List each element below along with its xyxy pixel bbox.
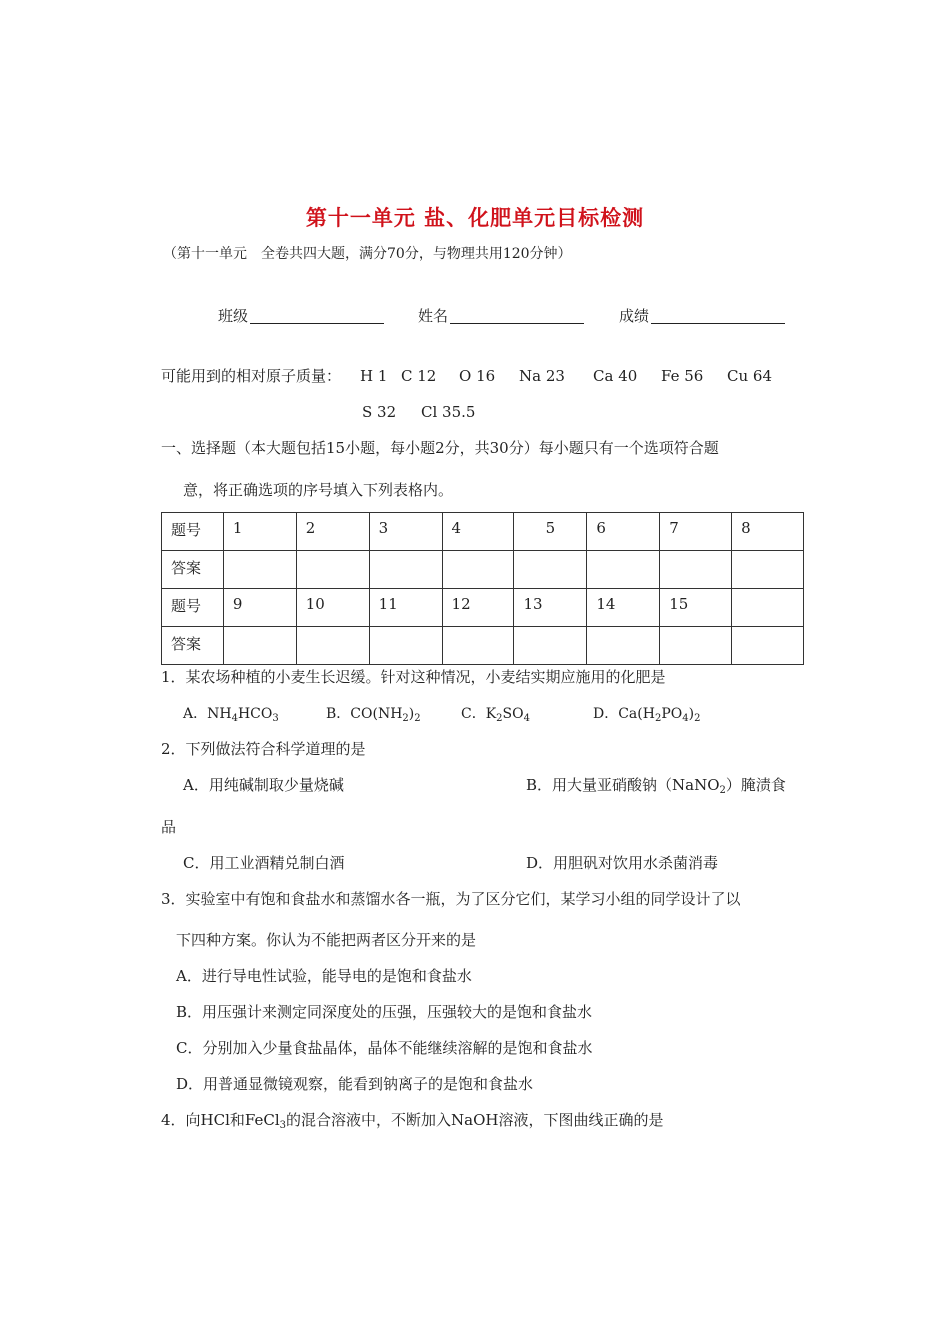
answer-cell[interactable] xyxy=(660,551,732,589)
q3-option-a[interactable]: A．进行导电性试验，能导电的是饱和食盐水 xyxy=(176,967,472,985)
q4-text2: 的混合溶液中，不断加入NaOH溶液，下图曲线正确的是 xyxy=(286,1111,664,1129)
q1-d-text: D．Ca(H xyxy=(593,706,655,722)
q1-option-c[interactable] xyxy=(461,706,530,724)
q1-b-sub: 2 xyxy=(402,713,409,724)
question-number-cell xyxy=(732,589,804,627)
q1-a-sub: 4 xyxy=(231,713,238,724)
answer-cell[interactable] xyxy=(223,627,296,665)
q1-d-sub2: 4 xyxy=(682,713,689,724)
q4-sub: 3 xyxy=(279,1120,287,1131)
q3-stem: 3．实验室中有饱和食盐水和蒸馏水各一瓶，为了区分它们，某学习小组的同学设计了以 xyxy=(161,890,741,908)
class-label: 班级 xyxy=(218,307,249,325)
mass-cu: Cu 64 xyxy=(727,367,772,385)
mass-fe: Fe 56 xyxy=(661,367,704,385)
name-field xyxy=(418,308,584,324)
q2-option-b-continued: 品 xyxy=(161,818,177,836)
mass-s: S 32 xyxy=(362,403,397,421)
q1-a-text2: HCO xyxy=(237,706,273,722)
q2-stem: 2．下列做法符合科学道理的是 xyxy=(161,740,366,758)
atomic-mass-line-1 xyxy=(161,369,341,384)
answer-label-cell: 答案 xyxy=(162,627,224,665)
mass-o: O 16 xyxy=(459,367,496,385)
question-number-cell: 8 xyxy=(732,513,804,551)
answer-cell[interactable] xyxy=(514,551,587,589)
mass-h: H 1 xyxy=(360,367,388,385)
q1-c-sub2: 4 xyxy=(523,713,530,724)
q4-text: 4．向HCl和FeCl xyxy=(161,1111,280,1129)
score-blank xyxy=(651,308,785,324)
question-number-cell: 5 xyxy=(514,513,587,551)
atomic-mass-label: 可能用到的相对原子质量： xyxy=(161,367,342,385)
answer-cell[interactable] xyxy=(732,627,804,665)
question-number-cell: 9 xyxy=(223,589,296,627)
question-number-cell: 2 xyxy=(296,513,369,551)
answer-cell[interactable] xyxy=(442,551,514,589)
q1-stem: 1．某农场种植的小麦生长迟缓。针对这种情况，小麦结实期应施用的化肥是 xyxy=(161,668,666,686)
q1-a-text: A．NH xyxy=(183,706,232,722)
q2-b-sub: 2 xyxy=(719,785,726,796)
question-number-cell: 11 xyxy=(369,589,442,627)
question-number-cell: 6 xyxy=(587,513,660,551)
name-label: 姓名 xyxy=(418,307,449,325)
question-number-cell: 4 xyxy=(442,513,514,551)
q4-stem xyxy=(161,1111,664,1131)
q1-b-sub2: 2 xyxy=(414,713,421,724)
q1-c-text: C．K xyxy=(461,706,497,722)
answer-cell[interactable] xyxy=(369,551,442,589)
q2-option-a[interactable]: A．用纯碱制取少量烧碱 xyxy=(183,776,344,794)
page-title: 第十一单元 盐、化肥单元目标检测 xyxy=(305,205,645,230)
question-number-cell: 15 xyxy=(660,589,732,627)
question-number-cell: 14 xyxy=(587,589,660,627)
q2-option-d[interactable]: D．用胆矾对饮用水杀菌消毒 xyxy=(526,854,719,872)
answer-cell[interactable] xyxy=(369,627,442,665)
mass-cl: Cl 35.5 xyxy=(421,403,476,421)
question-number-cell: 1 xyxy=(223,513,296,551)
question-number-cell: 10 xyxy=(296,589,369,627)
q1-d-sub: 2 xyxy=(654,713,662,724)
answer-table xyxy=(161,512,804,665)
row-label-cell: 题号 xyxy=(162,513,224,551)
answer-cell[interactable] xyxy=(223,551,296,589)
exam-info: （第十一单元 全卷共四大题，满分70分，与物理共用120分钟） xyxy=(163,246,572,262)
score-label: 成绩 xyxy=(619,307,650,325)
question-number-cell: 12 xyxy=(442,589,514,627)
q2-option-b[interactable] xyxy=(526,776,786,796)
mass-ca: Ca 40 xyxy=(593,367,638,385)
q1-d-sub3: 2 xyxy=(694,713,701,724)
question-number-cell: 3 xyxy=(369,513,442,551)
answer-cell[interactable] xyxy=(587,551,660,589)
mass-na: Na 23 xyxy=(519,367,565,385)
q1-b-text: B．CO(NH xyxy=(326,706,403,722)
question-number-cell: 7 xyxy=(660,513,732,551)
q2-b-text2: ）腌渍食 xyxy=(725,776,786,794)
answer-cell[interactable] xyxy=(296,551,369,589)
mass-c: C 12 xyxy=(401,367,437,385)
q3-option-b[interactable]: B．用压强计来测定同深度处的压强，压强较大的是饱和食盐水 xyxy=(176,1003,593,1021)
answer-cell[interactable] xyxy=(296,627,369,665)
q2-b-text: B．用大量亚硝酸钠（NaNO xyxy=(526,776,720,794)
q1-b-text2: ) xyxy=(408,706,415,722)
q3-option-d[interactable]: D．用普通显微镜观察，能看到钠离子的是饱和食盐水 xyxy=(176,1075,534,1093)
answer-cell[interactable] xyxy=(514,627,587,665)
q1-a-sub2: 3 xyxy=(272,713,279,724)
q1-d-text2: PO xyxy=(661,706,683,722)
q1-c-sub: 2 xyxy=(496,713,503,724)
q1-option-a[interactable] xyxy=(183,706,279,724)
q3-stem-continued: 下四种方案。你认为不能把两者区分开来的是 xyxy=(176,931,477,949)
q3-option-c[interactable]: C．分别加入少量食盐晶体，晶体不能继续溶解的是饱和食盐水 xyxy=(176,1039,593,1057)
answer-cell[interactable] xyxy=(587,627,660,665)
score-field xyxy=(619,308,785,324)
row-label-cell: 题号 xyxy=(162,589,224,627)
answer-cell[interactable] xyxy=(660,627,732,665)
q1-c-text2: SO xyxy=(502,706,524,722)
class-blank xyxy=(250,308,384,324)
q2-option-c[interactable]: C．用工业酒精兑制白酒 xyxy=(183,854,345,872)
name-blank xyxy=(450,308,584,324)
q1-option-b[interactable] xyxy=(326,706,421,724)
q1-d-text3: ) xyxy=(688,706,695,722)
section1-heading: 一、选择题（本大题包括15小题，每小题2分，共30分）每小题只有一个选项符合题 xyxy=(161,439,719,457)
section1-instruction: 意，将正确选项的序号填入下列表格内。 xyxy=(183,481,454,499)
question-number-cell: 13 xyxy=(514,589,587,627)
answer-cell[interactable] xyxy=(442,627,514,665)
q1-option-d[interactable] xyxy=(593,706,701,724)
class-field xyxy=(218,308,384,324)
answer-label-cell: 答案 xyxy=(162,551,224,589)
answer-cell[interactable] xyxy=(732,551,804,589)
